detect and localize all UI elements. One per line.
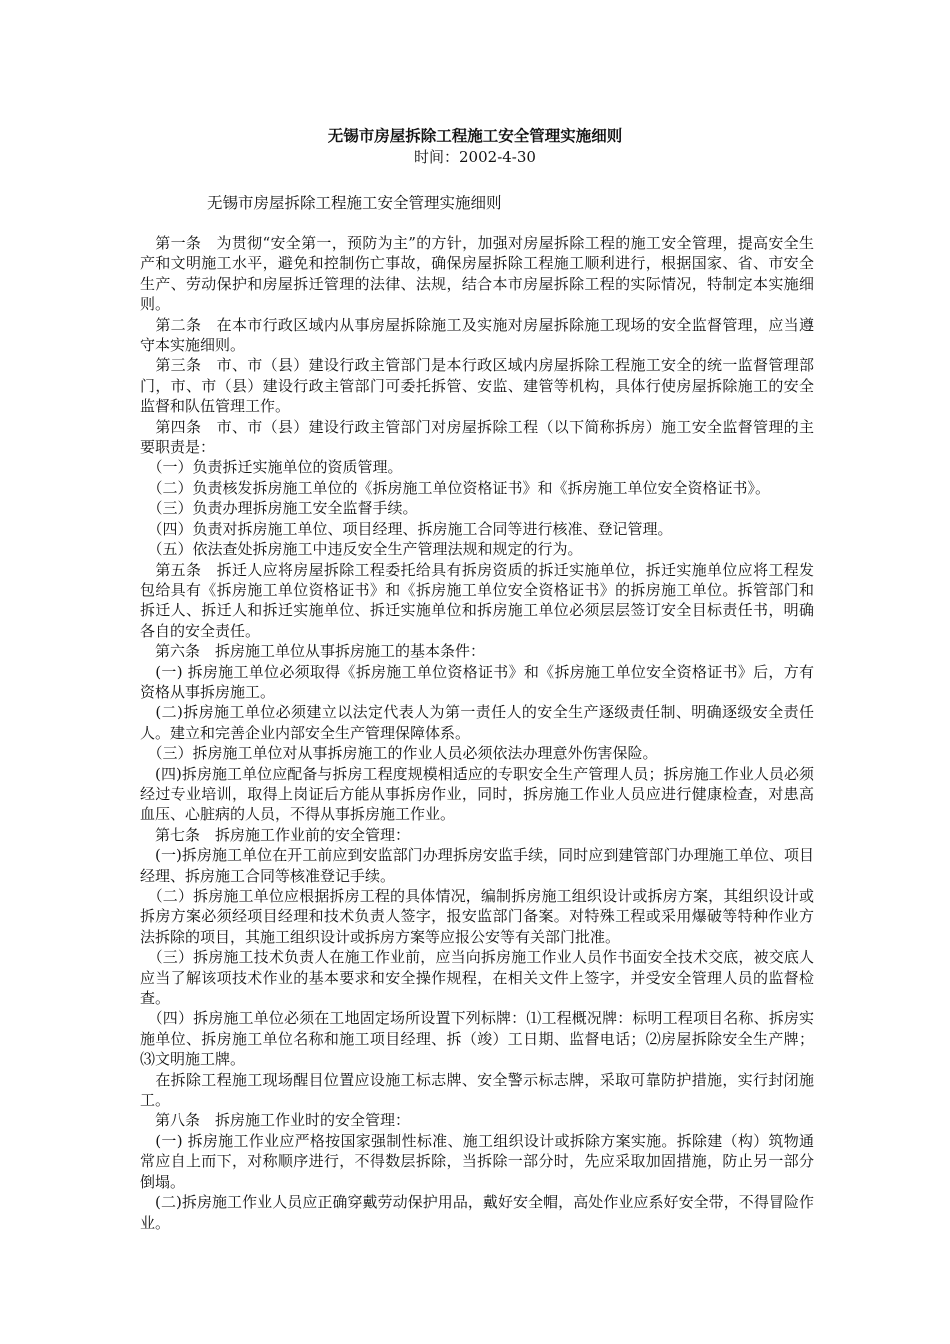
paragraph: (一)拆房施工单位在开工前应到安监部门办理拆房安监手续，同时应到建管部门办理施工单位、项目经理、拆房施工合同等核准登记手续。	[140, 846, 814, 885]
paragraph: (一) 拆房施工单位必须取得《拆房施工单位资格证书》和《拆房施工单位安全资格证书》后，方有资格从事拆房施工。	[140, 662, 814, 701]
paragraph: 第八条 拆房施工作业时的安全管理：	[140, 1111, 411, 1130]
paragraph: （三）负责办理拆房施工安全监督手续。	[140, 499, 418, 518]
paragraph: (一) 拆房施工作业应严格按国家强制性标准、施工组织设计或拆除方案实施。拆除建（构）筑物通常应自上而下，对称顺序进行，不得数层拆除，当拆除一部分时，先应采取加固措施，防止另一部分倒塌。	[140, 1131, 814, 1191]
paragraph: （一）负责拆迁实施单位的资质管理。	[140, 458, 403, 477]
paragraph: 第三条 市、市（县）建设行政主管部门是本行政区域内房屋拆除工程施工安全的统一监督管理部门，市、市（县）建设行政主管部门可委托拆管、安监、建管等机构，具体行使房屋拆除施工的安全监督和队伍管理工作。	[140, 356, 814, 416]
document-date: 时间：2002-4-30	[414, 148, 536, 166]
paragraph: （三）拆房施工单位对从事拆房施工的作业人员必须依法办理意外伤害保险。	[140, 744, 658, 763]
paragraph: 第四条 市、市（县）建设行政主管部门对房屋拆除工程（以下简称拆房）施工安全监督管理的主要职责是：	[140, 417, 814, 457]
paragraph: 第七条 拆房施工作业前的安全管理：	[140, 825, 411, 844]
paragraph: 第六条 拆房施工单位从事拆房施工的基本条件：	[140, 642, 486, 661]
document-body	[140, 233, 814, 1233]
paragraph: 第五条 拆迁人应将房屋拆除工程委托给具有拆房资质的拆迁实施单位，拆迁实施单位应将工程发包给具有《拆房施工单位资格证书》和《拆房施工单位安全资格证书》的拆房施工单位。拆管部门和拆迁人、拆迁人和拆迁实施单位、拆迁实施单位和拆房施工单位必须层层签订安全目标责任书，明确各自的安全责任。	[140, 560, 814, 640]
paragraph: 第二条 在本市行政区域内从事房屋拆除施工及实施对房屋拆除施工现场的安全监督管理，应当遵守本实施细则。	[140, 315, 814, 355]
paragraph: （四）拆房施工单位必须在工地固定场所设置下列标牌：⑴工程概况牌：标明工程项目名称、拆房实施单位、拆房施工单位名称和施工项目经理、拆（竣）工日期、监督电话；⑵房屋拆除安全生产牌；⑶文明施工牌。	[140, 1009, 814, 1069]
document-title: 无锡市房屋拆除工程施工安全管理实施细则	[327, 126, 623, 145]
paragraph: （三）拆房施工技术负责人在施工作业前，应当向拆房施工作业人员作书面安全技术交底，被交底人应当了解该项技术作业的基本要求和安全操作规程，在相关文件上签字，并受安全管理人员的监督检查。	[140, 948, 814, 1008]
paragraph: 第一条 为贯彻“安全第一，预防为主”的方针，加强对房屋拆除工程的施工安全管理，提高安全生产和文明施工水平，避免和控制伤亡事故，确保房屋拆除工程施工顺利进行，根据国家、省、市安全生产、劳动保护和房屋拆迁管理的法律、法规，结合本市房屋拆除工程的实际情况，特制定本实施细则。	[140, 234, 814, 314]
paragraph: (二)拆房施工单位必须建立以法定代表人为第一责任人的安全生产逐级责任制、明确逐级安全责任人。建立和完善企业内部安全生产管理保障体系。	[140, 703, 814, 742]
paragraph: （二）拆房施工单位应根据拆房工程的具体情况，编制拆房施工组织设计或拆房方案，其组织设计或拆房方案必须经项目经理和技术负责人签字，报安监部门备案。对特殊工程或采用爆破等特种作业方法拆除的项目，其施工组织设计或拆房方案等应报公安等有关部门批准。	[140, 887, 814, 946]
paragraph: 在拆除工程施工现场醒目位置应设施工标志牌、安全警示标志牌，采取可靠防护措施，实行封闭施工。	[140, 1070, 814, 1110]
paragraph: （五）依法查处拆房施工中违反安全生产管理法规和规定的行为。	[140, 540, 583, 559]
paragraph: （二）负责核发拆房施工单位的《拆房施工单位资格证书》和《拆房施工单位安全资格证书》。	[140, 478, 771, 497]
paragraph: (二)拆房施工作业人员应正确穿戴劳动保护用品，戴好安全帽，高处作业应系好安全带，不得冒险作业。	[140, 1193, 814, 1232]
document-subtitle: 无锡市房屋拆除工程施工安全管理实施细则	[207, 194, 502, 212]
paragraph: （四）负责对拆房施工单位、项目经理、拆房施工合同等进行核准、登记管理。	[140, 519, 673, 538]
paragraph: (四)拆房施工单位应配备与拆房工程度规模相适应的专职安全生产管理人员；拆房施工作业人员必须经过专业培训，取得上岗证后方能从事拆房作业，同时，拆房施工作业人员应进行健康检查，对患高血压、心脏病的人员，不得从事拆房施工作业。	[140, 764, 814, 824]
